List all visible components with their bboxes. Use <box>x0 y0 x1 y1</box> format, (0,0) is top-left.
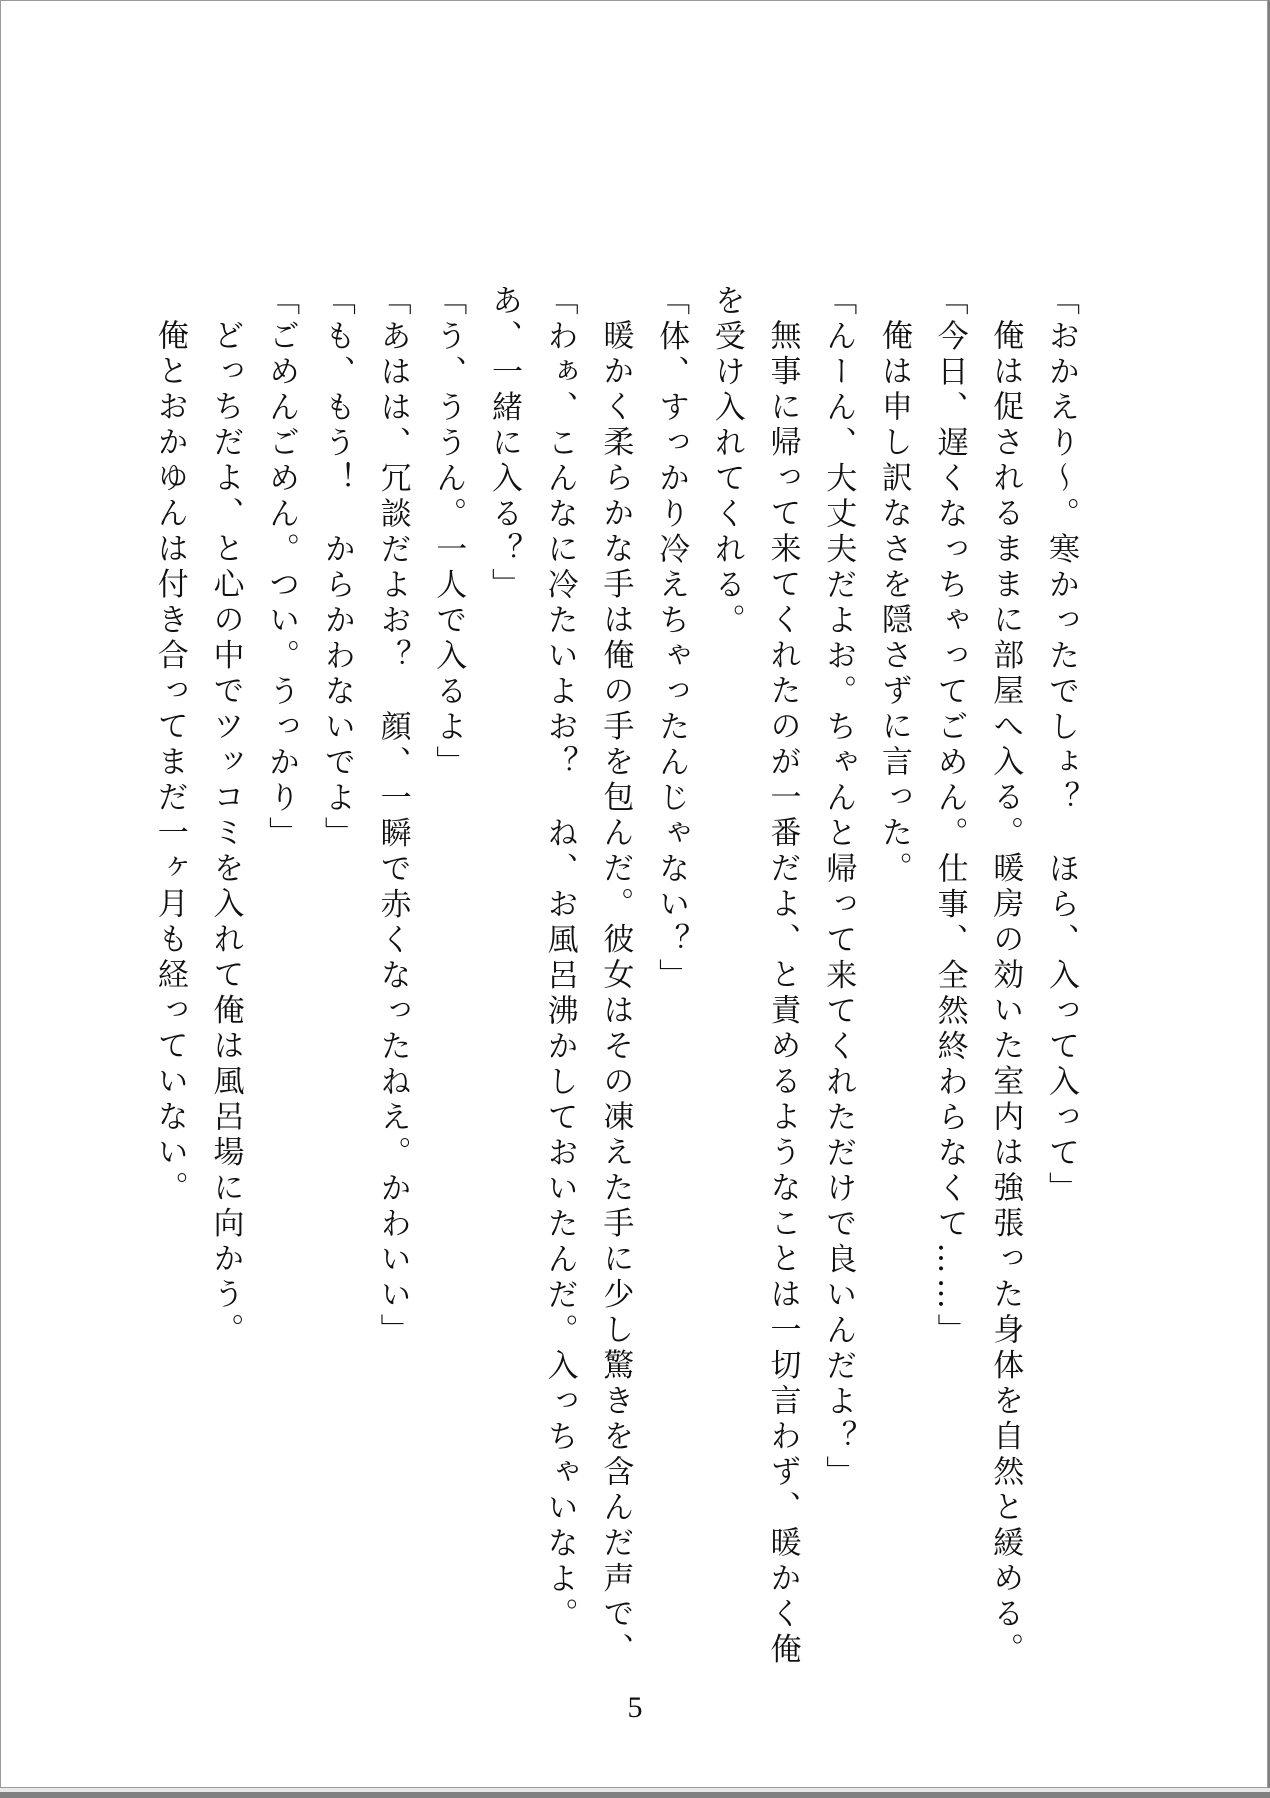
text-line: 俺は促されるままに部屋へ入る。暖房の効いた室内は強張った身体を自然と緩める。 <box>987 319 1024 1668</box>
text-line: 「体、すっかり冷えちゃったんじゃない？」 <box>653 284 690 994</box>
text-line: 「う、ううん。一人で入るよ」 <box>430 284 467 781</box>
text-line: 俺とおかゆんは付き合ってまだ一ヶ月も経っていない。 <box>151 319 188 1207</box>
page-number: 5 <box>627 1691 643 1724</box>
text-line: 暖かく柔らかな手は俺の手を包んだ。彼女はその凍えた手に少し驚きを含んだ声で、 <box>597 319 634 1668</box>
vertical-text-body <box>131 284 1088 1668</box>
text-line: 無事に帰って来てくれたのが一番だよ、と責めるようなことは一切言わず、暖かく俺 <box>764 319 801 1668</box>
text-line: 「ごめんごめん。つい。うっかり」 <box>263 284 300 852</box>
text-line: あ、一緒に入る？」 <box>485 284 522 604</box>
text-line: 「おかえり〜。寒かったでしょ？ ほら、入って入って」 <box>1043 284 1079 1207</box>
text-line: 「あはは、冗談だよお？ 顔、一瞬で赤くなったねえ。かわいい」 <box>374 284 411 1349</box>
text-line: を受け入れてくれる。 <box>708 284 745 639</box>
page-edge-divider <box>0 1788 1270 1792</box>
text-line: 「んーん、大丈夫だよお。ちゃんと帰って来てくれただけで良いんだよ？」 <box>820 284 857 1491</box>
text-line: どっちだよ、と心の中でツッコミを入れて俺は風呂場に向かう。 <box>207 319 244 1349</box>
text-line: 「も、もう！ からかわないでよ」 <box>318 284 355 852</box>
text-line: 俺は申し訳なさを隠さずに言った。 <box>875 319 912 887</box>
text-line: 「わぁ、こんなに冷たいよお？ ね、お風呂沸かしておいたんだ。入っちゃいなよ。 <box>541 284 578 1633</box>
text-line: 「今日、遅くなっちゃってごめん。仕事、全然終わらなくて……」 <box>931 284 968 1349</box>
